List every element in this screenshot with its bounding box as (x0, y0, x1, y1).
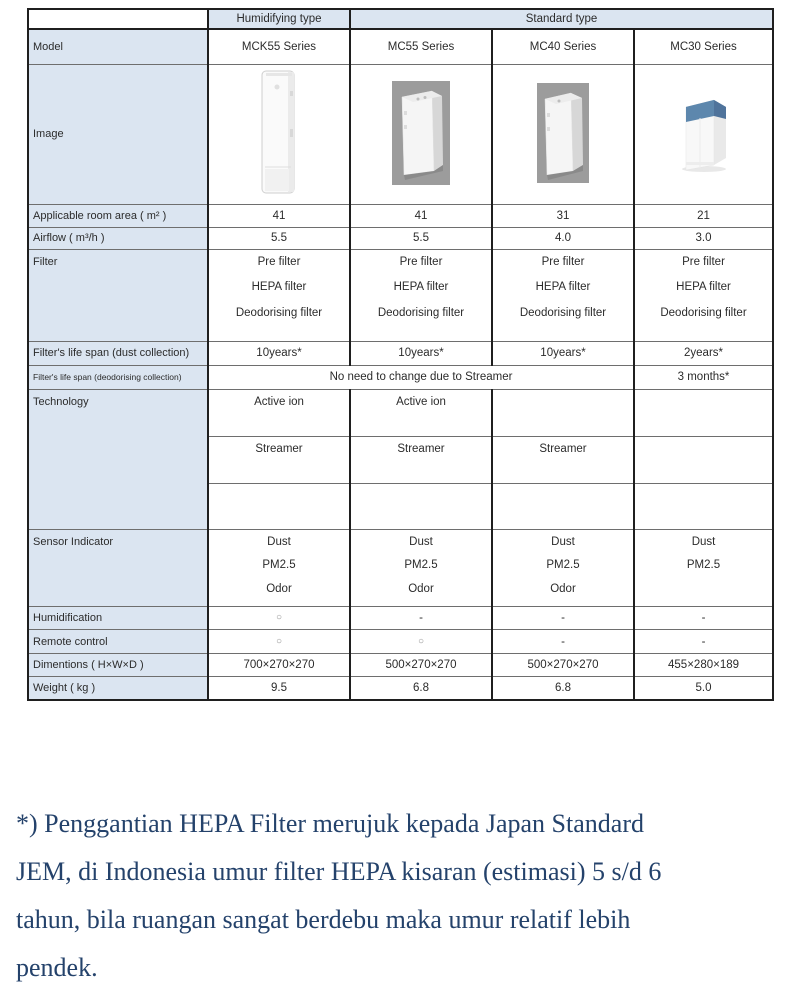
dimensions-row (28, 654, 773, 677)
tech-active-ion-mc30 (634, 389, 773, 436)
humidifying-type-header: Humidifying type (208, 9, 350, 29)
humidification-mc55: - (350, 607, 492, 630)
tech-empty-mc30 (634, 483, 773, 529)
humidification-mck55: ○ (208, 607, 350, 630)
tech-streamer-mck55: Streamer (208, 436, 350, 483)
remote-mc55: ○ (350, 630, 492, 654)
row-label-humidification: Humidification (28, 607, 208, 630)
lifespan-deo-merged: No need to change due to Streamer (208, 365, 634, 389)
sensor-mck55 (208, 529, 350, 607)
lifespan-dust-mc30: 2years* (634, 341, 773, 365)
model-mc30: MC30 Series (634, 29, 773, 64)
filter-line: Pre filter (682, 255, 725, 268)
mc40-product-photo-icon (537, 83, 589, 183)
image-row (28, 64, 773, 204)
filter-mc55 (350, 249, 492, 341)
sensor-line: Dust (551, 535, 575, 548)
weight-mc55: 6.8 (350, 677, 492, 700)
tech-streamer-mc40: Streamer (492, 436, 634, 483)
filter-line: HEPA filter (393, 281, 449, 293)
room-area-mc40: 31 (492, 204, 634, 227)
weight-mc40: 6.8 (492, 677, 634, 700)
standard-type-header: Standard type (350, 9, 773, 29)
tech-empty-mc55 (350, 483, 492, 529)
airflow-row (28, 227, 773, 249)
sensor-line: Dust (409, 535, 433, 548)
row-label-lifespan-dust: Filter's life span (dust collection) (28, 341, 208, 365)
tech-active-ion-mc40 (492, 389, 634, 436)
row-label-sensor: Sensor Indicator (28, 529, 208, 607)
filter-mc30 (634, 249, 773, 341)
remote-control-row (28, 630, 773, 654)
lifespan-dust-mc40: 10years* (492, 341, 634, 365)
technology-row-active-ion (28, 389, 773, 436)
hepa-filter-footnote (16, 800, 788, 992)
filter-line: Deodorising filter (660, 306, 747, 319)
sensor-line: PM2.5 (546, 559, 580, 571)
model-mc40: MC40 Series (492, 29, 634, 64)
filter-line: Deodorising filter (235, 306, 323, 319)
sensor-line: PM2.5 (404, 559, 438, 571)
sensor-mc40 (492, 529, 634, 607)
model-mc55: MC55 Series (350, 29, 492, 64)
remote-mc40: - (492, 630, 634, 654)
room-area-mc55: 41 (350, 204, 492, 227)
sensor-line: PM2.5 (686, 559, 721, 571)
dimensions-mc55: 500×270×270 (350, 654, 492, 677)
tech-streamer-mc30 (634, 436, 773, 483)
humidification-row (28, 607, 773, 630)
filter-line: Pre filter (541, 255, 585, 268)
filter-line: Deodorising filter (377, 306, 465, 319)
footnote-line: *) Penggantian HEPA Filter merujuk kepada Japan Standard (16, 809, 644, 838)
row-label-lifespan-deo: Filter's life span (deodorising collection) (28, 365, 208, 389)
sensor-line: Dust (691, 535, 716, 548)
lifespan-dust-mc55: 10years* (350, 341, 492, 365)
airflow-mc55: 5.5 (350, 227, 492, 249)
sensor-line: Odor (550, 582, 576, 595)
row-label-weight: Weight ( kg ) (28, 677, 208, 700)
footnote-line: tahun, bila ruangan sangat berdebu maka umur relatif lebih (16, 905, 631, 934)
tech-active-ion-mck55: Active ion (208, 389, 350, 436)
type-header-row (28, 9, 773, 29)
airflow-mck55: 5.5 (208, 227, 350, 249)
tech-active-ion-mc55: Active ion (350, 389, 492, 436)
lifespan-dust-mck55: 10years* (208, 341, 350, 365)
lifespan-deo-mc30: 3 months* (634, 365, 773, 389)
sensor-mc55 (350, 529, 492, 607)
spec-comparison-table (27, 8, 774, 701)
row-label-image: Image (28, 64, 208, 204)
dimensions-mc30: 455×280×189 (634, 654, 773, 677)
row-label-dimensions: Dimentions ( H×W×D ) (28, 654, 208, 677)
footnote-line: pendek. (16, 953, 98, 982)
filter-mck55 (208, 249, 350, 341)
sensor-line: PM2.5 (262, 559, 296, 571)
row-label-model: Model (28, 29, 208, 64)
airflow-mc40: 4.0 (492, 227, 634, 249)
sensor-line: Odor (408, 582, 434, 595)
product-image-mc55 (350, 64, 492, 204)
mck55-product-photo-icon (257, 69, 301, 197)
model-mck55: MCK55 Series (208, 29, 350, 64)
room-area-row (28, 204, 773, 227)
footnote-line: JEM, di Indonesia umur filter HEPA kisaran (estimasi) 5 s/d 6 (16, 857, 662, 886)
lifespan-dust-row (28, 341, 773, 365)
filter-row (28, 249, 773, 341)
humidification-mc30: - (634, 607, 773, 630)
row-label-room-area: Applicable room area ( m² ) (28, 204, 208, 227)
sensor-line: Dust (267, 535, 291, 548)
tech-streamer-mc55: Streamer (350, 436, 492, 483)
product-image-mc30 (634, 64, 773, 204)
row-label-filter: Filter (28, 249, 208, 341)
remote-mck55: ○ (208, 630, 350, 654)
dimensions-mck55: 700×270×270 (208, 654, 350, 677)
sensor-mc30 (634, 529, 773, 607)
row-label-remote: Remote control (28, 630, 208, 654)
weight-mc30: 5.0 (634, 677, 773, 700)
room-area-mc30: 21 (634, 204, 773, 227)
row-label-technology: Technology (28, 389, 208, 529)
filter-line: HEPA filter (676, 281, 731, 293)
dimensions-mc40: 500×270×270 (492, 654, 634, 677)
product-image-mck55 (208, 64, 350, 204)
sensor-line: Odor (266, 582, 292, 595)
filter-line: HEPA filter (251, 281, 307, 293)
sensor-row (28, 529, 773, 607)
product-spec-table (27, 8, 774, 701)
model-row (28, 29, 773, 64)
product-image-mc40 (492, 64, 634, 204)
corner-empty-cell (28, 9, 208, 29)
mc55-product-photo-icon (392, 81, 450, 185)
filter-line: Pre filter (257, 255, 301, 268)
weight-row (28, 677, 773, 700)
remote-mc30: - (634, 630, 773, 654)
room-area-mck55: 41 (208, 204, 350, 227)
filter-line: Pre filter (399, 255, 443, 268)
tech-empty-mc40 (492, 483, 634, 529)
tech-empty-mck55 (208, 483, 350, 529)
filter-line: Deodorising filter (519, 306, 607, 319)
airflow-mc30: 3.0 (634, 227, 773, 249)
filter-mc40 (492, 249, 634, 341)
filter-line: HEPA filter (535, 281, 591, 293)
weight-mck55: 9.5 (208, 677, 350, 700)
mc30-product-photo-icon (676, 92, 732, 174)
row-label-airflow: Airflow ( m³/h ) (28, 227, 208, 249)
humidification-mc40: - (492, 607, 634, 630)
lifespan-deo-row (28, 365, 773, 389)
